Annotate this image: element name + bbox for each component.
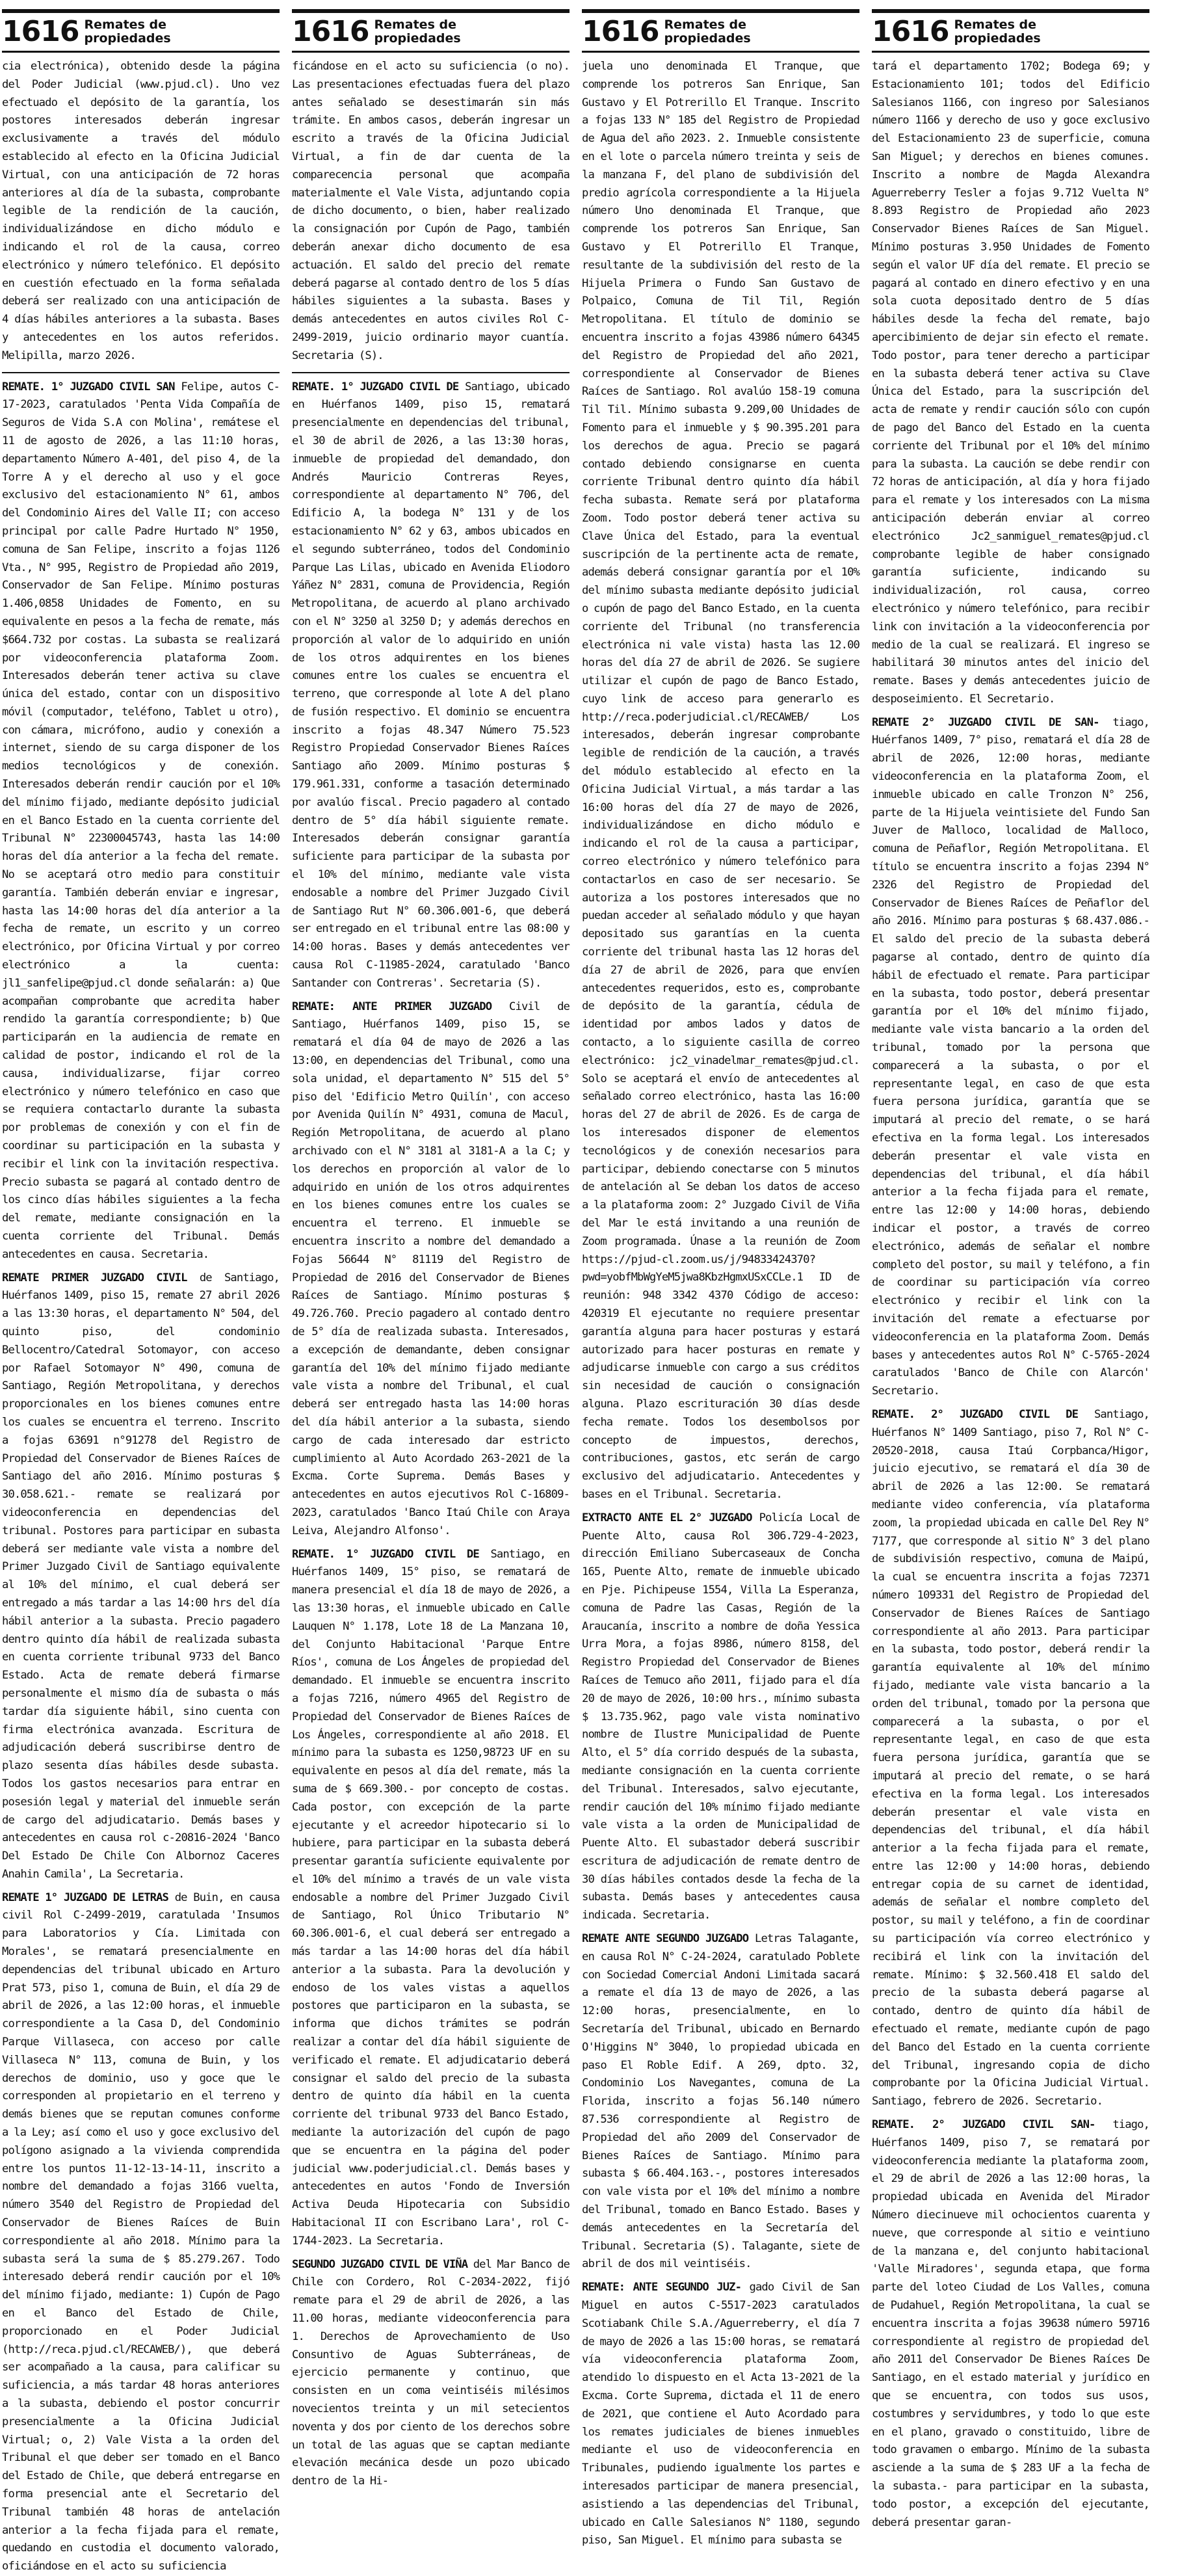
notice-text: del Mar Banco de Chile con Cordero, Rol C-2034-2022, fijó remate para el 29 de abril de 2026, a las 11.00 horas, mediante videoconferencia para 1. Derechos de Aprovechamiento de Uso Consuntivo de Aguas Subterráneas, de ejercicio permanente y continuo, que consisten en un coma veintiséis milésimos novecientos treinta y un mil setecientos noventa y dos por ciento de los derechos sobre un total de las aguas que se captan mediante elevación mecánica desde un pozo ubicado dentro de la Hi- xyxy=(292,2257,570,2488)
page-number: 1616 xyxy=(2,15,79,48)
notice xyxy=(582,2279,859,2550)
notice-text: tará el departamento 1702; Bodega 69; y Estacionamiento 101; todos del Edificio Salesianos 1166, con ingreso por Salesianos número 1166 y derecho de uso y goce exclusivo del Estacionamiento 23 de superficie, comuna San Miguel; y derechos en bienes comunes. Inscrito a nombre de Magda Alexandra Aguerreberry Tesler a fojas 9.712 Vuelta N° 8.893 Registro de Propiedad año 2023 Conservador Bienes Raíces de San Miguel. Mínimo posturas 3.950 Unidades de Fomento según el valor UF día del remate. El precio se pagará al contado en dinero efectivo y en una sola cuota depositado dentro de 5 días hábiles desde la fecha del remate, bajo apercibimiento de dejar sin efecto el remate. Todo postor, para tener derecho a participar en la subasta deberá tener activa su Clave Única del Estado, para la suscripción del acta de remate y rendir caución sólo con cupón de pago del Banco del Estado en la cuenta corriente del Tribunal por el 10% del mínimo para la subasta. La caución se debe rendir con 72 horas de anticipación, al día y hora fijado para el remate y los interesados con La misma anticipación deberán enviar al correo electrónico Jc2_sanmiguel_remates@pjud.cl comprobante legible de haber consignado garantía suficiente, indicando su individualización, rol causa, correo electrónico y número telefónico, para recibir link con invitación a la videoconferencia por medio de la cual se realizará. El ingreso se habilitará 30 minutos antes del inicio del remate. Bases y demás antecedentes juicio de desposeimiento. El Secretario. xyxy=(872,60,1149,706)
notice xyxy=(2,378,280,1264)
notice-heading: EXTRACTO ANTE EL 2° JUZGADO xyxy=(582,1511,752,1524)
column-text xyxy=(872,58,1149,2532)
notice xyxy=(872,58,1149,709)
notice-text: Civil de Santiago, Huérfanos 1409, piso 15, se rematará el día 04 de mayo de 2026 a las 13:00, en dependencias del Tribunal, como una sola unidad, el departamento N° 515 del 5° piso del 'Edificio Metro Quilín', con acceso por Avenida Quilín N° 4931, comuna de Macul, Región Metropolitana, de acuerdo al plano archivado con el N° 3181 al 3181-A a la C; y los derechos en proporción al valor de lo adquirido en unión de los otros adquirentes en los bienes comunes entre los cuales se encuentra el terreno. El inmueble se encuentra inscrito a nombre del demandado a Fojas 56644 N° 81119 del Registro de Propiedad de 2016 del Conservador de Bienes Raíces de Santiago. Mínimo posturas $ 49.726.760. Precio pagadero al contado dentro de 5° día de realizada subasta. Interesados, a excepción de demandante, deben consignar garantía del 10% del mínimo fijado mediante vale vista a nombre del Tribunal, el cual deberá ser entregado hasta las 14:00 horas del día hábil anterior a la subasta, siendo cargo de cada interesado dar estricto cumplimiento al Auto Acordado 263-2021 de la Excma. Corte Suprema. Demás Bases y antecedentes en autos ejecutivos Rol C-16809-2023, caratulados 'Banco Itaú Chile con Araya Leiva, Alejandro Alfonso'. xyxy=(292,1000,570,1537)
notice-heading: REMATE 2° JUZGADO CIVIL DE SAN- xyxy=(872,715,1099,729)
section-header xyxy=(292,9,570,53)
notice-text: Letras Talagante, en causa Rol N° C-24-2024, caratulado Poblete con Sociedad Comercial Andoni Limitada sacará a remate el día 13 de mayo de 2026, a las 12:00 horas, presencialmente, en lo Secretaría del Tribunal, ubicado en Bernardo O'Higgins N° 3040, lo propiedad ubicada en paso El Roble Edif. A 269, dpto. 32, Condominio Los Navegantes, comuna de La Florida, inscrito a fojas 56.140 número 87.536 correspondiente al Registro de Propiedad del año 2009 del Conservador de Bienes Raíces de Santiago. Mínimo para subasta $ 66.404.163.-, postores interesados con vale vista por el 10% del mínimo a nombre del Tribunal, tomado en Banco Estado. Bases y demás antecedentes en la Secretaría del Tribunal. Secretaria (S). Talagante, siete de abril de dos mil veintiséis. xyxy=(582,1932,859,2271)
notice-text: Policía Local de Puente Alto, causa Rol 306.729-4-2023, dirección Emiliano Subercaseaux de Concha 165, Puente Alto, remate de inmueble ubicado en Pje. Pichipeuse 1554, Villa La Esperanza, comuna de Padre las Casas, Región de la Araucanía, inscrito a nombre de doña Yessica Urra Mora, a fojas 8986, número 8158, del Registro Propiedad del Conservador de Bienes Raíces de Temuco año 2011, fijado para el día 20 de mayo de 2026, 10:00 hrs., mínimo subasta $ 13.735.962, pago vale vista nominativo nombre de Ilustre Municipalidad de Puente Alto, el 5° día corrido después de la subasta, mediante consignación en la cuenta corriente del Tribunal. Interesados, salvo ejecutante, rendir caución del 10% mínimo fijado mediante vale vista a la orden de Municipalidad de Puente Alto. El subastador deberá suscribir escritura de adjudicación de remate dentro de 30 días hábiles contados desde la fecha de la subasta. Demás bases y antecedentes causa indicada. Secretaria. xyxy=(582,1511,859,1922)
section-title: Remates de propiedades xyxy=(374,18,461,46)
section-header xyxy=(2,9,280,53)
notice-heading: REMATE. 2° JUZGADO CIVIL SAN- xyxy=(872,2118,1095,2132)
notice xyxy=(2,58,280,365)
section-title: Remates de propiedades xyxy=(954,18,1041,46)
notice-text: Santiago, en Huérfanos 1409, 15° piso, se rematará de manera presencial el día 18 de mayo de 2026, a las 13:30 horas, el inmueble ubicado en Calle Lauquen N° 1.178, Lote 18 de La Manzana 10, del Conjunto Habitacional 'Parque Entre Ríos', comuna de Los Ángeles de propiedad del demandado. El inmueble se encuentra inscrito a fojas 7216, número 4965 del Registro de Propiedad del Conservador de Bienes Raíces de Los Ángeles, correspondiente al año 2018. El mínimo para la subasta es 1250,98723 UF en su equivalente en pesos al día del remate, más la suma de $ 669.300.- por concepto de costas. Cada postor, con excepción de la parte ejecutante y el acreedor hipotecario si lo hubiere, para participar en la subasta deberá presentar garantía suficiente equivalente por el 10% del mínimo a través de un vale vista endosable a nombre del Primer Juzgado Civil de Santiago, Rol Único Tributario N° 60.306.001-6, el cual deberá ser entregado a más tardar a las 14:00 horas del día hábil anterior a la subasta. Para la devolución y endoso de los vales vistas a aquellos postores que participaron en la subasta, se informa que dichos trámites se podrán realizar a contar del día hábil siguiente de verificado el remate. El adjudicatario deberá consignar el saldo del precio de la subasta dentro de quinto día hábil en la cuenta corriente del tribunal 9733 del Banco Estado, mediante la autorización del cupón de pago que se encuentra en la página del poder judicial www.poderjudicial.cl. Demás bases y antecedentes en autos 'Fondo de Inversión Activa Deuda Hipotecaria con Subsidio Habitacional II con Escribano Lara', rol C-1744-2023. La Secretaria. xyxy=(292,1547,570,2248)
notice xyxy=(582,1509,859,1925)
column-1 xyxy=(2,9,280,2573)
section-title: Remates de propiedades xyxy=(664,18,751,46)
notice-heading: REMATE. 1° JUZGADO CIVIL DE xyxy=(292,380,459,393)
page-number: 1616 xyxy=(292,15,369,48)
divider xyxy=(292,372,570,373)
column-text xyxy=(292,58,570,2491)
section-title: Remates de propiedades xyxy=(84,18,171,46)
section-header xyxy=(582,9,859,53)
notice-heading: REMATE PRIMER JUZGADO CIVIL xyxy=(2,1271,187,1284)
page-number: 1616 xyxy=(582,15,659,48)
notice-text: tiago, Huérfanos 1409, 7° piso, rematará el día 28 de abril de 2026, 12:00 horas, mediante videoconferencia en la plataforma Zoom, el inmueble ubicado en calle Tronzon N° 256, parte de la Hijuela veintisiete del Fundo San Juver de Malloco, localidad de Malloco, comuna de Peñaflor, Región Metropolitana. El título se encuentra inscrito a fojas 2394 N° 2326 del Registro de Propiedad del Conservador de Bienes Raíces de Peñaflor del año 2016. Mínimo para posturas $ 68.437.086.- El saldo del precio de la subasta deberá pagarse al contado, dentro de quinto día hábil de efectuado el remate. Para participar en la subasta, todo postor, deberá presentar garantía por el 10% del mínimo fijado, mediante vale vista bancario a la orden del tribunal, tomado por la persona que comparecerá a la subasta, o por el representante legal, en caso de que esta fuera persona jurídica, garantía que se imputará al precio del remate, o se hará efectiva en la forma legal. Los interesados deberán presentar el vale vista en dependencias del tribunal, el día hábil anterior a la fecha fijada para el remate, entre las 12:00 y 14:00 horas, debiendo indicar el postor, a través de correo electrónico, además de señalar el nombre completo del postor, su mail y teléfono, a fin de coordinar su participación vía correo electrónico y recibir el link con la invitación del remate a efectuarse por videoconferencia en la plataforma Zoom. Demás bases y antecedentes autos Rol N° C-5765-2024 caratulados 'Banco de Chile con Alarcón' Secretario. xyxy=(872,715,1149,1398)
column-4 xyxy=(872,9,1149,2529)
notice xyxy=(2,1269,280,1884)
notice-heading: REMATE ANTE SEGUNDO JUZGADO xyxy=(582,1932,749,1946)
notice-heading: REMATE. 1° JUZGADO CIVIL DE xyxy=(292,1547,479,1561)
notice xyxy=(292,2256,570,2491)
notice-text: juela uno denominada El Tranque, que comprende los potreros San Enrique, San Gustavo y El Potrerillo El Tranque. Inscrito a fojas 133 N° 185 del Registro de Propiedad de Agua del año 2023. 2. Inmueble consistente en el lote o parcela número treinta y seis de la manzana F, del plano de subdivisión del predio agrícola correspondiente a la Hijuela número Uno denominada El Tranque, que comprende los potreros San Enrique, San Gustavo y El Potrerillo El Tranque, resultante de la subdivisión del resto de la Hijuela Primera o Fundo San Gustavo de Polpaico, Comuna de Til Til, Región Metropolitana. El título de dominio se encuentra inscrito a fojas 43986 número 64345 del Registro de Propiedad del año 2021, correspondiente al Conservador de Bienes Raíces de Santiago. Rol avalúo 158-19 comuna Til Til. Mínimo subasta 9.209,00 Unidades de Fomento para el inmueble y $ 90.395.201 para los derechos de agua. Precio se pagará contado debiendo consignarse en cuenta corriente Tribunal dentro quinto día hábil fecha subasta. Remate será por plataforma Zoom. Todo postor deberá tener activa su Clave Única del Estado, para la eventual suscripción de la pertinente acta de remate, además deberá consignar garantía por el 10% del mínimo subasta mediante depósito judicial o cupón de pago del Banco Estado, en la cuenta corriente del Tribunal (no transferencia electrónica ni vale vista) hasta las 12.00 horas del día 27 de abril de 2026. Se sugiere utilizar el cupón de pago de Banco Estado, cuyo link de acceso para generarlo es http://reca.poderjudicial.cl/RECAWEB/ Los interesados, deberán ingresar comprobante legible de rendición de la caución, a través del módulo establecido al efecto en la Oficina Judicial Virtual, a más tardar a las 16:00 horas del día 27 de mayo de 2026, individualizándose en dicho módulo e indicando el rol de la causa a participar, correo electrónico y número telefónico para contactarlos en caso de ser necesario. Se autoriza a los postores interesados que no puedan acceder al señalado módulo y que hayan depositado sus garantías en la cuenta corriente del tribunal hasta las 12 horas del día 27 de abril de 2026, para que envíen antecedentes requeridos, esto es, comprobante de depósito de la garantía, cédula de identidad por ambos lados y datos de contacto, a lo siguiente casilla de correo electrónico: jc2_vinadelmar_remates@pjud.cl. Solo se aceptará el envío de antecedentes al señalado correo electrónico, hasta las 16:00 horas del 27 de abril de 2026. Es de carga de los interesados disponer de elementos tecnológicos y de conexión necesarios para participar, debiendo conectarse con 5 minutos de antelación al Se deban los datos de acceso a la plataforma zoom: 2° Juzgado Civil de Viña del Mar le está invitando a una reunión de Zoom programada. Únase a la reunión de Zoom https://pjud-cl.zoom.us/j/94833424370?pwd=yobfMbWgYeM5jwa8KbzHgmxUSxCCLe.1 ID de reunión: 948 3342 4370 Código de acceso: 420319 El ejecutante no requiere presentar garantía alguna para hacer posturas y estará autorizado para hacer posturas en remate y adjudicarse inmueble con cargo a sus créditos sin necesidad de caución o consignación alguna. Plazo escrituración 30 días desde fecha remate. Todos los desembolsos por concepto de impuestos, derechos, contribuciones, gastos, etc serán de cargo exclusivo del adjudicatario. Antecedentes y bases en el Tribunal. Secretaria. xyxy=(582,60,859,1501)
section-header xyxy=(872,9,1149,53)
notice xyxy=(292,378,570,993)
notice-heading: REMATE: ANTE PRIMER JUZGADO xyxy=(292,1000,492,1013)
divider xyxy=(2,372,280,373)
notice-text: ficándose en el acto su suficiencia (o no). Las presentaciones efectuadas fuera del plazo antes señalado se desestimarán sin más trámite. En ambos casos, deberán ingresar un escrito a través de la Oficina Judicial Virtual, a fin de dar cuenta de la comparecencia personal que acompaña materialmente el Vale Vista, adjuntando copia de dicho documento, o bien, haber realizado la consignación por Cupón de Pago, también deberán anexar dicho documento de esa actuación. El saldo del precio del remate deberá pagarse al contado dentro de los 5 días hábiles siguientes a la subasta. Bases y demás antecedentes en autos civiles Rol C-2499-2019, juicio ordinario mayor cuantía. Secretaria (S). xyxy=(292,60,570,362)
notice xyxy=(292,1546,570,2251)
notice-heading: REMATE. 1° JUZGADO CIVIL SAN xyxy=(2,380,175,393)
notice-text: de Santiago, Huérfanos 1409, piso 15, remate 27 abril 2026 a las 13:30 horas, el departamento N° 504, del quinto piso, del condominio Bellocentro/Catedral Sotomayor, con acceso por Rafael Sotomayor N° 490, comuna de Santiago, Región Metropolitana, y derechos proporcionales en los bienes comunes entre los cuales se encuentra el terreno. Inscrito a fojas 63691 n°91278 del Registro de Propiedad del Conservador de Bienes Raíces de Santiago del año 2016. Mínimo posturas $ 30.058.621.- remate se realizará por videoconferencia en dependencias del tribunal. Postores para participar en subasta deberá ser mediante vale vista a nombre del Primer Juzgado Civil de Santiago equivalente al 10% del mínimo, el cual deberá ser entregado a más tardar a las 14:00 hrs del día hábil anterior a la subasta. Precio pagadero dentro quinto día hábil de realizada subasta en cuenta corriente tribunal 9733 del Banco Estado. Acta de remate deberá firmarse personalmente el mismo día de subasta o más tardar día siguiente hábil, sino cuenta con firma electrónica avanzada. Escritura de adjudicación deberá suscribirse dentro de plazo sesenta días hábiles desde subasta. Todos los gastos necesarios para entrar en posesión legal y material del inmueble serán de cargo del adjudicatario. Demás bases y antecedentes en causa rol c-20816-2024 'Banco Del Estado De Chile Con Albornoz Caceres Anahin Camila', La Secretaria. xyxy=(2,1271,280,1881)
notice xyxy=(872,714,1149,1401)
notice-heading: SEGUNDO JUZGADO CIVIL DE VIÑA xyxy=(292,2257,468,2271)
notice-heading: REMATE. 2° JUZGADO CIVIL DE xyxy=(872,1407,1079,1421)
notice-text: gado Civil de San Miguel en autos C-5517-2023 caratulados Scotiabank Chile S.A./Aguerreberry, el día 7 de mayo de 2026 a las 15:00 horas, se rematará vía videoconferencia plataforma Zoom, atendido lo dispuesto en el Acta 13-2021 de la Excma. Corte Suprema, dictada el 11 de enero de 2021, que contiene el Auto Acordado para los remates judiciales de bienes inmuebles mediante el uso de videoconferencia en Tribunales, pudiendo igualmente los partes e interesados participar de manera presencial, asistiendo a las dependencias del Tribunal, ubicado en Calle Salesianos N° 1180, segundo piso, San Miguel. El mínimo para subasta se xyxy=(582,2281,859,2547)
notice-heading: REMATE: ANTE SEGUNDO JUZ- xyxy=(582,2281,742,2294)
page-number: 1616 xyxy=(872,15,949,48)
notice xyxy=(872,1406,1149,2111)
column-text xyxy=(582,58,859,2550)
notice-text: de Buin, en causa civil Rol C-2499-2019, caratulada 'Insumos para Laboratorios y Cía. Limitada con Morales', se rematará presencialmente en dependencias del tribunal ubicado en Arturo Prat 573, piso 1, comuna de Buin, el día 29 de abril de 2026, a las 12:00 horas, el inmueble correspondiente a la Casa D, del Condominio Parque Villaseca, con acceso por calle Villaseca N° 113, comuna de Buin, y los derechos de dominio, uso y goce que le corresponden al propietario en el terreno y demás bienes que se reputan comunes conforme a la Ley; así como el uso y goce exclusivo del polígono asignado a la vivienda comprendida entre los puntos 11-12-13-14-11, inscrito a nombre del demandado a fojas 3166 vuelta, número 3540 del Registro de Propiedad del Conservador de Bienes Raíces de Buin correspondiente al año 2018. Mínimo para la subasta será la suma de $ 85.279.267. Todo interesado deberá rendir caución por el 10% del mínimo fijado, mediante: 1) Cupón de Pago en el Banco del Estado de Chile, proporcionado en el Poder Judicial (http://reca.pjud.cl/RECAWEB/), que deberá ser acompañado a la causa, para calificar su suficiencia, a más tardar 48 horas anteriores a la subasta, debiendo el postor concurrir presencialmente a la Oficina Judicial Virtual; o, 2) Vale Vista a la orden del Tribunal el que deber ser tomado en el Banco del Estado de Chile, que deberá entregarse en forma presencial ante el Secretario del Tribunal también 48 horas de antelación anterior a la fecha fijada para el remate, quedando en custodia el documento valorado, oficiándose en el acto su suficiencia xyxy=(2,1891,280,2573)
notice xyxy=(582,58,859,1504)
notice-text: Santiago, Huérfanos N° 1409 Santiago, piso 7, Rol N° C-20520-2018, causa Itaú Corpbanca/Higor, juicio ejecutivo, se rematará el día 30 de abril de 2026 a las 12:00. Se rematará mediante video conferencia, vía plataforma zoom, la propiedad ubicada en calle Del Rey N° 7177, que corresponde al sitio N° 3 del plano de subdivisión respectivo, comuna de Maipú, la cual se encuentra inscrita a fojas 72371 número 109331 del Registro de Propiedad del Conservador de Bienes Raíces de Santiago correspondiente al año 2013. Para participar en la subasta, todo postor, deberá rendir la garantía equivalente al 10% del mínimo fijado, mediante vale vista bancario a la orden del tribunal, tomado por la persona que comparecerá a la subasta, o por el representante legal, en caso de que esta fuera persona jurídica, garantía que se imputará al precio del remate, o se hará efectiva en la forma legal. Los interesados deberán presentar el vale vista en dependencias del tribunal, el día hábil anterior a la fecha fijada para el remate, entre las 12:00 y 14:00 horas, debiendo entregar copia de su carnet de identidad, además de señalar el nombre completo del postor, su mail y teléfono, a fin de coordinar su participación vía correo electrónico y recibirá el link con la invitación del remate. Mínimo: $ 32.560.418 El saldo del precio de la subasta deberá pagarse al contado, dentro de quinto día hábil de efectuado el remate, mediante cupón de pago del Banco del Estado en la cuenta corriente del Tribunal, ingresando copia de dicho comprobante por la Oficina Judicial Virtual. Santiago, febrero de 2026. Secretario. xyxy=(872,1407,1149,2108)
notice xyxy=(292,998,570,1541)
column-text xyxy=(2,58,280,2576)
notice-text: tiago, Huérfanos 1409, piso 7, se rematará por videoconferencia mediante la plataforma zoom, el 29 de abril de 2026 a las 12:00 horas, la propiedad ubicada en Avenida del Mirador Número diecinueve mil ochocientos cuarenta y nueve, que corresponde al sitio e veintiuno de la manzana e, del conjunto habitacional 'Valle Miradores', segunda etapa, que forma parte del loteo Ciudad de Los Valles, comuna de Pudahuel, Región Metropolitana, la cual se encuentra inscrita a fojas 39638 número 59716 correspondiente al registro de propiedad del año 2011 del Conservador De Bienes Raíces De Santiago, en el estado material y jurídico en que se encuentra, con todos sus usos, costumbres y servidumbres, y todo lo que este en el plano, gravado o constituido, libre de todo gravamen o embargo. Mínimo de la subasta asciende a la suma de $ 283 UF a la fecha de la subasta.- para participar en la subasta, todo postor, a excepción del ejecutante, deberá presentar garan- xyxy=(872,2118,1149,2529)
notice-text: Felipe, autos C-17-2023, caratulados 'Penta Vida Compañía de Seguros de Vida S.A con Molina', remátese el 11 de agosto de 2026, a las 11:10 horas, departamento Número A-401, del piso 4, de la Torre A y el derecho al uso y el goce exclusivo del estacionamiento N° 61, ambos del Condominio Aires del Valle II; con acceso principal por calle Padre Hurtado N° 1950, comuna de San Felipe, inscrito a fojas 1126 Vta., N° 995, Registro de Propiedad año 2019, Conservador de San Felipe. Mínimo posturas 1.406,0858 Unidades de Fomento, en su equivalente en pesos a la fecha de remate, más $664.732 por costas. La subasta se realizará por videoconferencia plataforma Zoom. Interesados deberán tener activa su clave única del estado, contar con un dispositivo móvil (computador, teléfono, Tablet u otro), con cámara, micrófono, audio y conexión a internet, siendo de su carga disponer de los medios tecnológicos y de conexión. Interesados deberán rendir caución por el 10% del mínimo fijado, mediante depósito judicial en el Banco Estado en la cuenta corriente del Tribunal N° 22300045743, hasta las 14:00 horas del día anterior a la fecha del remate. No se aceptará otro medio para constituir garantía. También deberán enviar e ingresar, hasta las 14:00 horas del día anterior a la fecha de remate, un escrito y un correo electrónico, por Oficina Virtual y por correo electrónico a la cuenta: jl1_sanfelipe@pjud.cl donde señalarán: a) Que acompañan comprobante que acredita haber rendido la garantía correspondiente; b) Que participarán en la audiencia de remate en calidad de postor, indicando el rol de la causa, individualizarse, fijar correo electrónico y número telefónico en caso que se requiera contactarlo durante la subasta por problemas de conexión y con el fin de coordinar su participación en la subasta y recibir el link con la invitación respectiva. Precio subasta se pagará al contado dentro de los cinco días hábiles siguientes a la fecha del remate, mediante consignación en la cuenta corriente del Tribunal. Demás antecedentes en causa. Secretaria. xyxy=(2,380,280,1261)
notice xyxy=(582,1930,859,2274)
column-2 xyxy=(292,9,570,2488)
notice xyxy=(2,1889,280,2576)
column-3 xyxy=(582,9,859,2547)
notice xyxy=(872,2116,1149,2532)
notice-text: Santiago, ubicado en Huérfanos 1409, piso 15, rematará presencialmente en dependencias del tribunal, el 30 de abril de 2026, a las 13:30 horas, inmueble de propiedad del demandado, don Andrés Mauricio Contreras Reyes, correspondiente al departamento N° 706, del Edificio A, la bodega N° 131 y de los estacionamiento N° 62 y 63, ambos ubicados en el segundo subterráneo, todos del Condominio Parque Las Lilas, ubicado en Avenida Eliodoro Yáñez N° 2831, comuna de Providencia, Región Metropolitana, de acuerdo al plano archivado con el N° 3250 al 3250 D; y además derechos en proporción al valor de lo adquirido en unión de los otros adquirentes en los bienes comunes entre los cuales se encuentra el terreno, que corresponde al lote A del plano de fusión respectivo. El dominio se encuentra inscrito a fojas 48.347 Número 75.523 Registro Propiedad Conservador Bienes Raíces Santiago año 2009. Mínimo posturas $ 179.961.331, conforme a tasación determinado por avalúo fiscal. Precio pagadero al contado dentro de 5° día hábil siguiente remate. Interesados deberán consignar garantía suficiente para participar de la subasta por el 10% del mínimo, mediante vale vista endosable a nombre del Primer Juzgado Civil de Santiago Rut N° 60.306.001-6, que deberá ser entregado en el tribunal entre las 08:00 y 14:00 horas. Bases y demás antecedentes ver causa Rol C-11985-2024, caratulado 'Banco Santander con Contreras'. Secretaria (S). xyxy=(292,380,570,990)
notice-heading: REMATE 1° JUZGADO DE LETRAS xyxy=(2,1891,169,1904)
notice xyxy=(292,58,570,365)
notice-text: cia electrónica), obtenido desde la página del Poder Judicial (www.pjud.cl). Uno vez efectuado el depósito de la garantía, los postores interesados deberán ingresar exclusivamente a través del módulo establecido al efecto en la Oficina Judicial Virtual, con una anticipación de 72 horas anteriores al día de la subasta, comprobante legible de la rendición de la caución, individualizándose en dicho módulo e indicando el rol de la causa, correo electrónico y número telefónico. El depósito en cuestión efectuado en la forma señalada deberá ser realizado con una anticipación de 4 días hábiles anteriores a la subasta. Bases y antecedentes en los autos referidos. Melipilla, marzo 2026. xyxy=(2,60,280,362)
